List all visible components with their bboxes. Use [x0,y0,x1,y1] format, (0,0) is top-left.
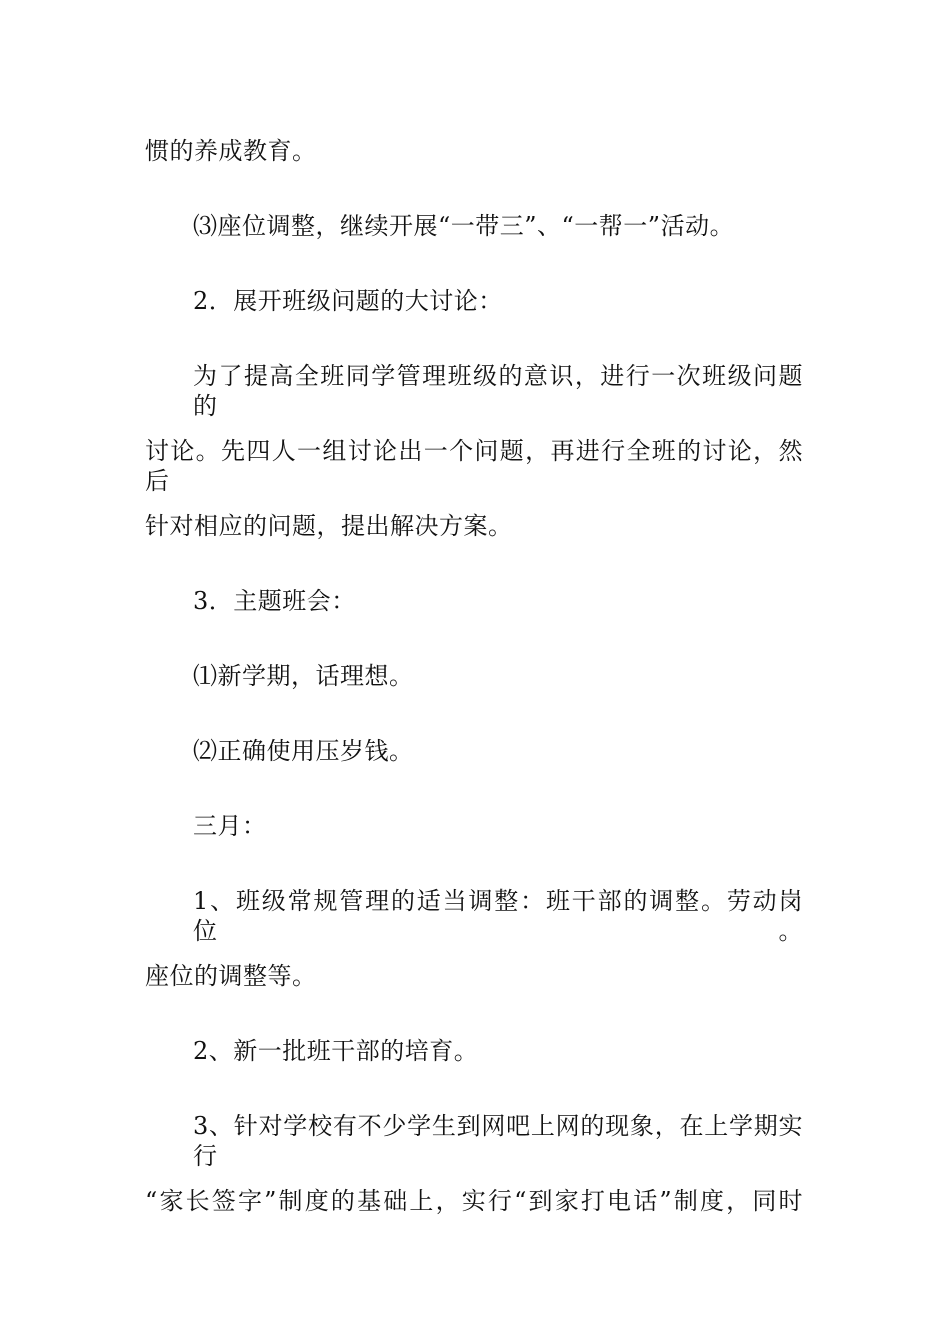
list-item: ⑵正确使用压岁钱。 [193,737,414,765]
section-heading: 3．主题班会： [193,587,356,615]
text-line: “家长签字”制度的基础上，实行“到家打电话”制度，同时 [145,1187,803,1215]
text-line: 讨论。先四人一组讨论出一个问题，再进行全班的讨论，然后 [145,437,803,495]
list-item: 2、新一批班干部的培育。 [193,1037,479,1065]
text-line: 惯的养成教育。 [145,137,317,165]
list-item: 3、针对学校有不少学生到网吧上网的现象，在上学期实行 [193,1112,803,1170]
text-line: 为了提高全班同学管理班级的意识，进行一次班级问题的 [193,362,803,420]
list-item: 1、班级常规管理的适当调整：班干部的调整。劳动岗位。 [193,887,803,945]
list-item: ⑴新学期，话理想。 [193,662,414,690]
text-line: 针对相应的问题，提出解决方案。 [145,512,513,540]
section-heading: 三月： [193,812,267,840]
section-heading: 2．展开班级问题的大讨论： [193,287,503,315]
text-line: 座位的调整等。 [145,962,317,990]
text-line: ⑶座位调整，继续开展“一带三”、“一帮一”活动。 [193,212,735,240]
